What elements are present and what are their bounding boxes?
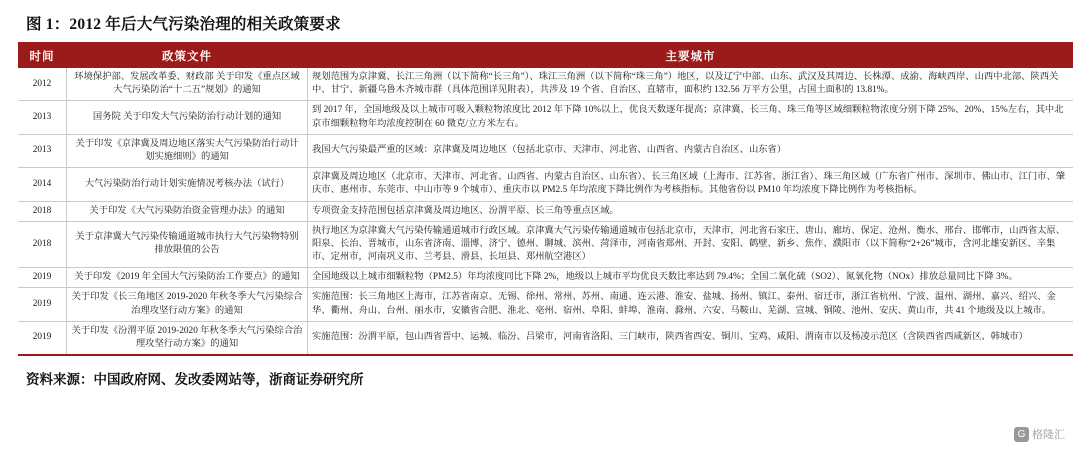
cell-document: 关于京津冀大气污染传输通道城市执行大气污染物特别排放限值的公告 — [67, 221, 308, 268]
cell-time: 2012 — [18, 68, 67, 101]
cell-time: 2014 — [18, 168, 67, 201]
cell-time: 2018 — [18, 221, 67, 268]
watermark — [1014, 426, 1065, 442]
policy-table — [18, 42, 1073, 356]
cell-time: 2019 — [18, 288, 67, 321]
table-row — [18, 168, 1073, 201]
cell-city: 到 2017 年，全国地级及以上城市可吸入颗粒物浓度比 2012 年下降 10%以上，优良天数逐年提高；京津冀、长三角、珠三角等区域细颗粒物浓度分别下降 25%、20%、15%左右，其中北京市细颗粒物年均浓度控制在 60 微克/立方米左右。 — [308, 101, 1074, 134]
source-note: 资料来源：中国政府网、发改委网站等，浙商证券研究所 — [26, 372, 364, 388]
cell-document: 环境保护部、发展改革委、财政部 关于印发《重点区域大气污染防治“十二五”规划》的通知 — [67, 68, 308, 101]
cell-city: 规划范围为京津冀、长江三角洲（以下简称“长三角”）、珠江三角洲（以下简称“珠三角”）地区，以及辽宁中部、山东、武汉及其周边、长株潭、成渝、海峡西岸、山西中北部、陕西关中、甘宁、新疆乌鲁木齐城市群（具体范围详见附表），共涉及 19 个省、自治区、直辖市，面积约 132.56 万平方公里，占国土面积的 13.81%。 — [308, 68, 1074, 101]
cell-document: 国务院 关于印发大气污染防治行动计划的通知 — [67, 101, 308, 134]
cell-document: 关于印发《京津冀及周边地区落实大气污染防治行动计划实施细则》的通知 — [67, 134, 308, 167]
column-header-time: 时间 — [18, 43, 67, 68]
cell-time: 2013 — [18, 134, 67, 167]
cell-document: 关于印发《长三角地区 2019-2020 年秋冬季大气污染综合治理攻坚行动方案》的通知 — [67, 288, 308, 321]
table-header-row — [18, 43, 1073, 68]
cell-document: 大气污染防治行动计划实施情况考核办法（试行） — [67, 168, 308, 201]
table-row — [18, 134, 1073, 167]
cell-city: 我国大气污染最严重的区域：京津冀及周边地区（包括北京市、天津市、河北省、山西省、内蒙古自治区、山东省） — [308, 134, 1074, 167]
page-title: 图 1：2012 年后大气污染治理的相关政策要求 — [26, 16, 341, 33]
table-row — [18, 321, 1073, 355]
cell-time: 2013 — [18, 101, 67, 134]
table-header — [18, 43, 1073, 68]
cell-document: 关于印发《汾渭平原 2019-2020 年秋冬季大气污染综合治理攻坚行动方案》的通知 — [67, 321, 308, 355]
table-row — [18, 221, 1073, 268]
cell-time: 2019 — [18, 268, 67, 288]
column-header-document: 政策文件 — [67, 43, 308, 68]
cell-time: 2018 — [18, 201, 67, 221]
cell-city: 实施范围：长三角地区上海市，江苏省南京、无锡、徐州、常州、苏州、南通、连云港、淮安、盐城、扬州、镇江、泰州、宿迁市，浙江省杭州、宁波、温州、湖州、嘉兴、绍兴、金华、衢州、舟山、台州、丽水市，安徽省合肥、淮北、亳州、宿州、阜阳、蚌埠、淮南、滁州、六安、马鞍山、芜湖、宣城、铜陵、池州、安庆、黄山市，共 41 个地级及以上城市。 — [308, 288, 1074, 321]
cell-city: 京津冀及周边地区（北京市、天津市、河北省、山西省、内蒙古自治区、山东省）、长三角区域（上海市、江苏省、浙江省）、珠三角区域（广东省广州市、深圳市、佛山市、江门市、肇庆市、惠州市、东莞市、中山市等 9 个城市）、重庆市以 PM2.5 年均浓度下降比例作为考核指标。其他省份以 PM10 年均浓度下降比例作为考核指标。 — [308, 168, 1074, 201]
table-row — [18, 268, 1073, 288]
table-body — [18, 68, 1073, 355]
table-row — [18, 288, 1073, 321]
watermark-logo-icon: G — [1014, 427, 1029, 442]
table-row — [18, 201, 1073, 221]
cell-city: 全国地级以上城市细颗粒物（PM2.5）年均浓度同比下降 2%，地级以上城市平均优良天数比率达到 79.4%；全国二氧化硫（SO2）、氮氧化物（NOx）排放总量同比下降 3%。 — [308, 268, 1074, 288]
cell-city: 专项资金支持范围包括京津冀及周边地区、汾渭平原、长三角等重点区域。 — [308, 201, 1074, 221]
cell-document: 关于印发《2019 年全国大气污染防治工作要点》的通知 — [67, 268, 308, 288]
cell-document: 关于印发《大气污染防治资金管理办法》的通知 — [67, 201, 308, 221]
table-row — [18, 101, 1073, 134]
watermark-label: 格隆汇 — [1032, 429, 1065, 441]
cell-time: 2019 — [18, 321, 67, 355]
column-header-city: 主要城市 — [308, 43, 1074, 68]
table-row — [18, 68, 1073, 101]
cell-city: 执行地区为京津冀大气污染传输通道城市行政区域。京津冀大气污染传输通道城市包括北京市，天津市，河北省石家庄、唐山、廊坊、保定、沧州、衡水、邢台、邯郸市，山西省太原、阳泉、长治、晋城市，山东省济南、淄博、济宁、德州、聊城、滨州、菏泽市，河南省郑州、开封、安阳、鹤壁、新乡、焦作、濮阳市（以下简称“2+26”城市，含河北雄安新区、辛集市、定州市，河南巩义市、兰考县、滑县、长垣县、郑州航空港区） — [308, 221, 1074, 268]
cell-city: 实施范围：汾渭平原，包山西省晋中、运城、临汾、吕梁市，河南省洛阳、三门峡市，陕西省西安、铜川、宝鸡、咸阳、渭南市以及杨凌示范区（含陕西省西咸新区、韩城市） — [312, 332, 1028, 343]
